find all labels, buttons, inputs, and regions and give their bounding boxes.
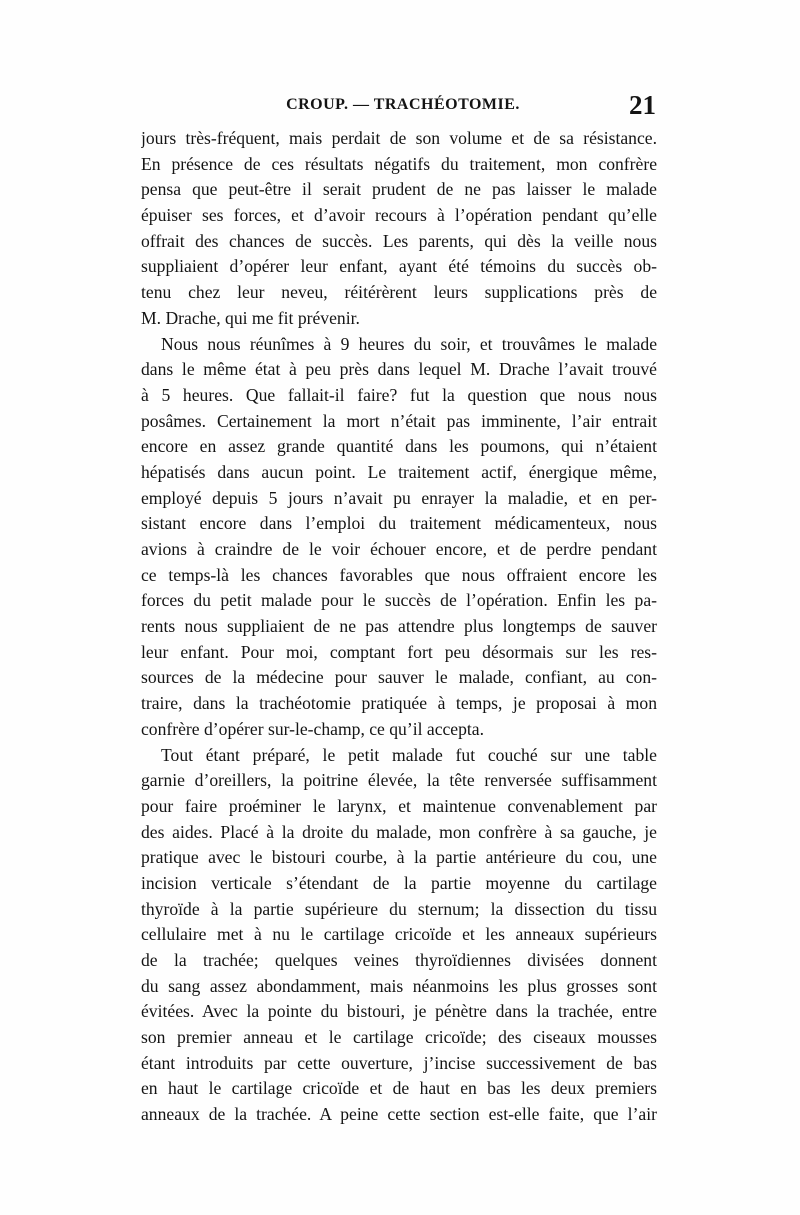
text-line: employé depuis 5 jours n’avait pu enrayer la maladie, et en per- [141,487,657,508]
text-line: offrait des chances de succès. Les parents, qui dès la veille nous [141,230,657,251]
text-line: hépatisés dans aucun point. Le traitement actif, énergique même, [141,461,657,482]
page-number: 21 [629,90,656,120]
text-line: leur enfant. Pour moi, comptant fort peu désormais sur les res- [141,641,657,662]
text-line: évitées. Avec la pointe du bistouri, je pénètre dans la trachée, entre [141,1001,657,1022]
text-line: En présence de ces résultats négatifs du traitement, mon confrère [141,153,657,174]
text-line: traire, dans la trachéotomie pratiquée à temps, je proposai à mon [141,693,657,714]
text-line: sistant encore dans l’emploi du traitement médicamenteux, nous [141,513,657,534]
text-line: ce temps-là les chances favorables que nous offraient encore les [141,564,657,585]
text-line: étant introduits par cette ouverture, j’incise successivement de bas [141,1052,657,1073]
text-line: pensa que peut-être il serait prudent de ne pas laisser le malade [141,179,657,200]
text-line: confrère d’opérer sur-le-champ, ce qu’il accepta. [141,718,485,739]
running-title: CROUP. — TRACHÉOTOMIE. [286,96,520,113]
text-line: de la trachée; quelques veines thyroïdiennes divisées donnent [141,950,657,970]
text-line: suppliaient d’opérer leur enfant, ayant été témoins du succès ob- [141,256,657,277]
text-line: jours très-fréquent, mais perdait de son volume et de sa résistance. [141,128,657,148]
text-line: son premier anneau et le cartilage cricoïde; des ciseaux mousses [141,1027,657,1048]
text-line: posâmes. Certainement la mort n’était pas imminente, l’air entrait [141,410,657,431]
text-line: rents nous suppliaient de ne pas attendre plus longtemps de sauver [141,616,657,637]
text-line: à 5 heures. Que fallait-il faire? fut la question que nous nous [141,384,657,405]
text-line: Tout étant préparé, le petit malade fut couché sur une table [161,744,657,765]
text-line: encore en assez grande quantité dans les poumons, qui n’étaient [141,436,657,457]
text-line: garnie d’oreillers, la poitrine élevée, la tête renversée suffisamment [141,770,657,791]
text-line: dans le même état à peu près dans lequel M. Drache l’avait trouvé [141,359,657,380]
text-line: incision verticale s’étendant de la partie moyenne du cartilage [141,872,657,893]
body-text [141,126,657,1128]
running-head [140,90,656,124]
text-line: cellulaire met à nu le cartilage cricoïde et les anneaux supérieurs [141,924,657,945]
text-line: sources de la médecine pour sauver le malade, confiant, au con- [141,667,657,688]
text-line: en haut le cartilage cricoïde et de haut en bas les deux premiers [141,1078,657,1099]
text-line: tenu chez leur neveu, réitérèrent leurs supplications près de [141,282,657,303]
text-line: M. Drache, qui me fit prévenir. [141,307,360,328]
text-line: anneaux de la trachée. A peine cette section est-elle faite, que l’air [141,1104,657,1125]
text-line: pour faire proéminer le larynx, et maintenue convenablement par [141,795,657,816]
text-line: des aides. Placé à la droite du malade, mon confrère à sa gauche, je [141,821,657,842]
text-line: thyroïde à la partie supérieure du sternum; la dissection du tissu [141,898,657,919]
text-line: pratique avec le bistouri courbe, à la partie antérieure du cou, une [141,847,657,868]
text-line: épuiser ses forces, et d’avoir recours à l’opération pendant qu’elle [141,205,657,226]
text-line: forces du petit malade pour le succès de l’opération. Enfin les pa- [141,590,657,611]
text-line: du sang assez abondamment, mais néanmoins les plus grosses sont [141,975,657,996]
text-line: Nous nous réunîmes à 9 heures du soir, et trouvâmes le malade [161,333,657,354]
text-line: avions à craindre de le voir échouer encore, et de perdre pendant [141,539,657,559]
